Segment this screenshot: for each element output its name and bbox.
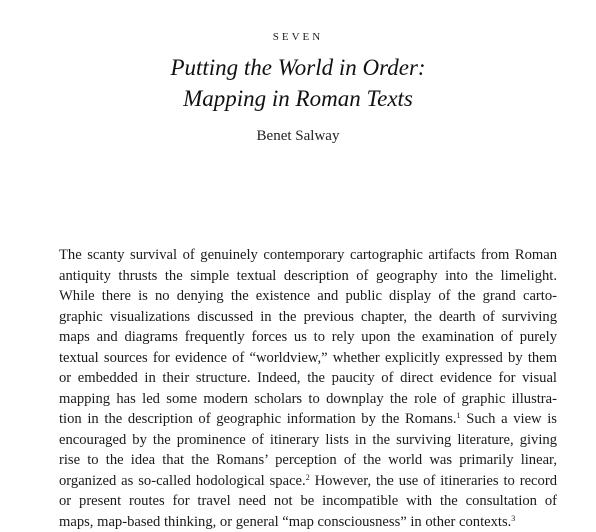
- body-line: [59, 491, 557, 512]
- body-line-text: While there is no denying the existence and public display of the grand carto-: [59, 288, 557, 304]
- body-line-text: organized as so-called hodological space.: [59, 473, 306, 489]
- body-line-text: graphic visualizations discussed in the previous chapter, the dearth of surviving: [59, 309, 557, 325]
- body-paragraph: [59, 245, 557, 532]
- body-line-text: The scanty survival of genuinely contemporary cartographic artifacts from Roman: [59, 247, 557, 263]
- chapter-title: [0, 52, 596, 114]
- author-name: Benet Salway: [0, 128, 596, 145]
- body-line-text: tion in the description of geographic information by the Romans.: [59, 411, 457, 427]
- body-line: [59, 286, 557, 307]
- footnote-marker[interactable]: 2: [306, 473, 310, 482]
- chapter-number: SEVEN: [0, 31, 596, 43]
- body-line: [59, 245, 557, 266]
- body-line: [59, 348, 557, 369]
- body-line: [59, 471, 557, 492]
- body-line: [59, 409, 557, 430]
- chapter-title-line-2: Mapping in Roman Texts: [0, 83, 596, 114]
- body-line-text: textual sources for evidence of “worldview,” whether explicitly expressed by them: [59, 350, 557, 366]
- body-line-text-continued: However, the use of itineraries to record: [310, 473, 557, 489]
- body-line: [59, 307, 557, 328]
- body-line-text: antiquity thrusts the simple textual description of geography into the limelight.: [59, 268, 557, 284]
- footnote-marker[interactable]: 1: [457, 411, 461, 420]
- body-line-text: maps, map-based thinking, or general “map consciousness” in other contexts.: [59, 514, 511, 530]
- body-line: [59, 327, 557, 348]
- body-line: [59, 389, 557, 410]
- footnote-marker[interactable]: 3: [511, 514, 515, 523]
- body-line-text-continued: Such a view is: [461, 411, 557, 427]
- body-line: [59, 450, 557, 471]
- body-line-text: or embedded in their structure. Indeed, the paucity of direct evidence for visual: [59, 370, 557, 386]
- body-line: [59, 430, 557, 451]
- body-line: [59, 368, 557, 389]
- body-line-text: or present routes for travel need not be incompatible with the consultation of: [59, 493, 557, 509]
- chapter-title-line-1: Putting the World in Order:: [0, 52, 596, 83]
- body-line-text: maps and diagrams frequently forces us to rely upon the examination of purely: [59, 329, 557, 345]
- body-line-text: mapping has led some modern scholars to downplay the role of graphic illustra-: [59, 391, 557, 407]
- body-line-text: encouraged by the prominence of itinerary lists in the surviving literature, giving: [59, 432, 557, 448]
- body-line: [59, 266, 557, 287]
- body-line-text: rise to the idea that the Romans’ perception of the world was primarily linear,: [59, 452, 557, 468]
